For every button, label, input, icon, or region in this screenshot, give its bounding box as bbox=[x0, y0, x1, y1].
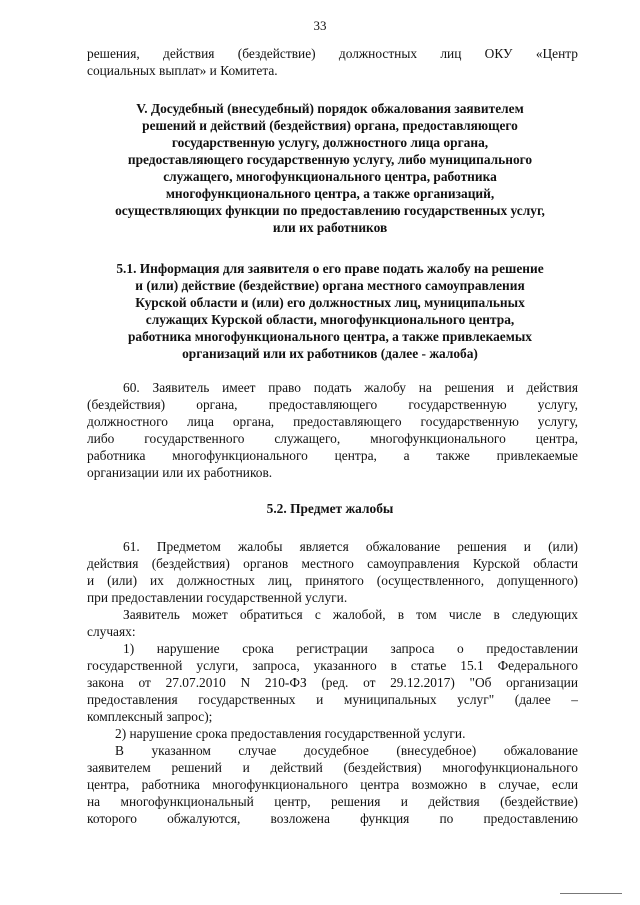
text-line: 61. Предметом жалобы является обжалование решения и (или) bbox=[123, 539, 578, 554]
text-line: центра, работника многофункционального центра возможно в случае, если bbox=[87, 777, 578, 792]
text-line: организации или их работников. bbox=[87, 465, 273, 480]
text-line: решения, действия (бездействие) должностных лиц ОКУ «Центр bbox=[87, 46, 578, 61]
text-line: 2) нарушение срока предоставления государственной услуги. bbox=[115, 726, 466, 741]
text-line: либо государственного служащего, многофункционального центра, bbox=[87, 431, 578, 446]
heading-line: осуществляющих функции по предоставлению государственных услуг, bbox=[115, 203, 545, 218]
heading-line: предоставляющего государственную услугу, либо муниципального bbox=[127, 152, 533, 167]
text-line: В указанном случае досудебное (внесудебное) обжалование bbox=[115, 743, 578, 758]
text-line: социальных выплат» и Комитета. bbox=[87, 63, 278, 78]
heading-line: служащего, многофункционального центра, работника bbox=[163, 169, 497, 184]
text-line: случаях: bbox=[87, 624, 136, 639]
text-line: и (или) их должностных лиц, принятого (осуществленного, допущенного) bbox=[87, 573, 578, 588]
list-item-2 bbox=[87, 725, 578, 742]
page-number: 33 bbox=[313, 18, 327, 33]
heading-line: решений и действий (бездействия) органа, предоставляющего bbox=[142, 118, 518, 133]
text-line: Заявитель может обратиться с жалобой, в том числе в следующих bbox=[123, 607, 578, 622]
intro-paragraph bbox=[87, 45, 578, 79]
text-line: (бездействия) органа, предоставляющего государственную услугу, bbox=[87, 397, 578, 412]
text-line: государственной услуги, запроса, указанного в статье 15.1 Федерального bbox=[87, 658, 578, 673]
heading-line: государственную услугу, должностного лица органа, bbox=[171, 135, 489, 150]
heading-line: V. Досудебный (внесудебный) порядок обжалования заявителем bbox=[136, 101, 524, 116]
heading-line: 5.1. Информация для заявителя о его праве подать жалобу на решение bbox=[116, 261, 544, 276]
list-item-1 bbox=[87, 640, 578, 725]
text-line: закона от 27.07.2010 N 210-ФЗ (ред. от 29.12.2017) "Об организации bbox=[87, 675, 578, 690]
heading-line: организаций или их работников (далее - жалоба) bbox=[182, 346, 478, 361]
paragraph-61 bbox=[87, 538, 578, 606]
scan-edge-line bbox=[560, 893, 622, 894]
heading-line: служащих Курской области, многофункционального центра, bbox=[145, 312, 515, 327]
text-line: предоставления государственных и муниципальных услуг" (далее – bbox=[87, 692, 578, 707]
text-line: 60. Заявитель имеет право подать жалобу на решения и действия bbox=[123, 380, 578, 395]
paragraph-cases bbox=[87, 606, 578, 640]
text-line: которого обжалуются, возложена функция по предоставлению bbox=[87, 811, 578, 826]
text-line: должностного лица органа, предоставляющего государственную услугу, bbox=[87, 414, 578, 429]
section-title bbox=[80, 100, 580, 236]
heading-line: Курской области и (или) его должностных лиц, муниципальных bbox=[135, 295, 525, 310]
paragraph-60 bbox=[87, 379, 578, 481]
text-line: работника многофункционального центра, а также привлекаемые bbox=[87, 448, 578, 463]
text-line: при предоставлении государственной услуги. bbox=[87, 590, 348, 605]
text-line: 1) нарушение срока регистрации запроса о предоставлении bbox=[123, 641, 578, 656]
text-line: на многофункциональный центр, решения и действия (бездействие) bbox=[87, 794, 578, 809]
paragraph-mfc bbox=[87, 742, 578, 827]
subsection-5-1-title bbox=[80, 260, 580, 362]
text-line: заявителем решений и действий (бездействия) многофункционального bbox=[87, 760, 578, 775]
subsection-5-2-title: 5.2. Предмет жалобы bbox=[266, 501, 394, 516]
heading-line: или их работников bbox=[272, 220, 388, 235]
heading-line: и (или) действие (бездействие) органа местного самоуправления bbox=[135, 278, 525, 293]
heading-line: работника многофункционального центра, а также привлекаемых bbox=[127, 329, 532, 344]
text-line: комплексный запрос); bbox=[87, 709, 213, 724]
heading-line: многофункционального центра, а также организаций, bbox=[165, 186, 495, 201]
text-line: действия (бездействия) органов местного самоуправления Курской области bbox=[87, 556, 578, 571]
